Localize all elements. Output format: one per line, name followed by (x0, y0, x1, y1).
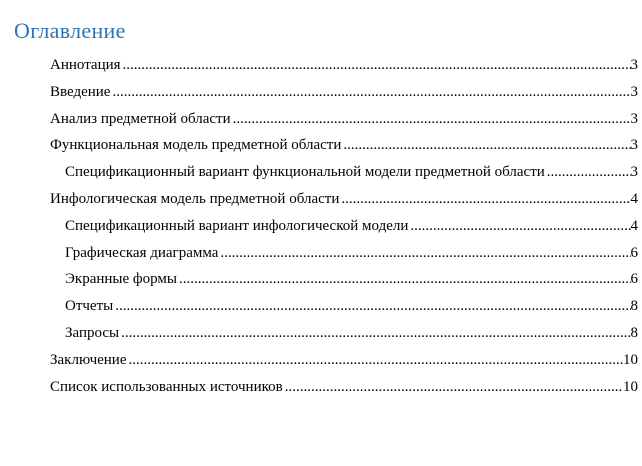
toc-dot-leader (547, 159, 631, 186)
toc-entry-label: Список использованных источников (50, 378, 283, 395)
toc-page-number: 3 (630, 110, 638, 127)
toc-entry[interactable] (0, 132, 638, 159)
toc-dot-leader (233, 106, 631, 133)
toc-page-number: 10 (623, 378, 638, 395)
toc-dot-leader (341, 186, 630, 213)
toc-entry-label: Функциональная модель предметной области (50, 137, 342, 154)
toc-dot-leader (129, 347, 624, 374)
toc-entry[interactable] (0, 320, 638, 347)
toc-page-number: 3 (630, 137, 638, 154)
toc-entry[interactable] (0, 293, 638, 320)
toc-entry[interactable] (0, 52, 638, 79)
toc-entry[interactable] (0, 186, 638, 213)
toc-entry-label: Спецификационный вариант инфологической модели (65, 217, 409, 234)
toc-entry-label: Аннотация (50, 57, 121, 73)
toc-entry[interactable] (0, 347, 638, 374)
toc-dot-leader (115, 293, 630, 320)
toc-entry-label: Заключение (50, 351, 127, 368)
toc-entry[interactable] (0, 159, 638, 186)
toc-page-number: 8 (630, 298, 638, 315)
toc-entry-label: Графическая диаграмма (65, 244, 219, 261)
toc-entry-label: Анализ предметной области (50, 110, 231, 127)
toc-page-number: 4 (630, 190, 638, 207)
toc-page-number: 3 (630, 57, 638, 73)
toc-page-number: 6 (630, 271, 638, 288)
toc-entry[interactable] (0, 79, 638, 106)
toc-entry-label: Запросы (65, 324, 120, 341)
toc-page-number: 8 (630, 324, 638, 341)
toc-entry-label: Введение (50, 83, 111, 100)
toc-dot-leader (285, 374, 623, 401)
toc-dot-leader (179, 266, 631, 293)
toc-entry[interactable] (0, 266, 638, 293)
toc-entry[interactable] (0, 374, 638, 401)
toc-page-number: 6 (630, 244, 638, 261)
toc-entry[interactable] (0, 240, 638, 267)
toc-page-number: 3 (630, 164, 638, 181)
toc-heading: Оглавление (14, 18, 126, 43)
toc-dot-leader (220, 240, 630, 267)
toc-page-number: 4 (630, 217, 638, 234)
toc-dot-leader (112, 79, 630, 106)
toc-entry-label: Экранные формы (65, 271, 177, 288)
toc-list (0, 52, 638, 400)
toc-dot-leader (123, 52, 631, 79)
toc-page-number: 3 (630, 83, 638, 100)
toc-entry[interactable] (0, 106, 638, 133)
toc-dot-leader (121, 320, 630, 347)
toc-dot-leader (410, 213, 630, 240)
toc-page-number: 10 (623, 351, 638, 368)
toc-entry-label: Инфологическая модель предметной области (50, 190, 340, 207)
toc-entry[interactable] (0, 213, 638, 240)
toc-dot-leader (343, 132, 630, 159)
toc-entry-label: Отчеты (65, 298, 114, 315)
toc-entry-label: Спецификационный вариант функциональной модели предметной области (65, 164, 545, 181)
